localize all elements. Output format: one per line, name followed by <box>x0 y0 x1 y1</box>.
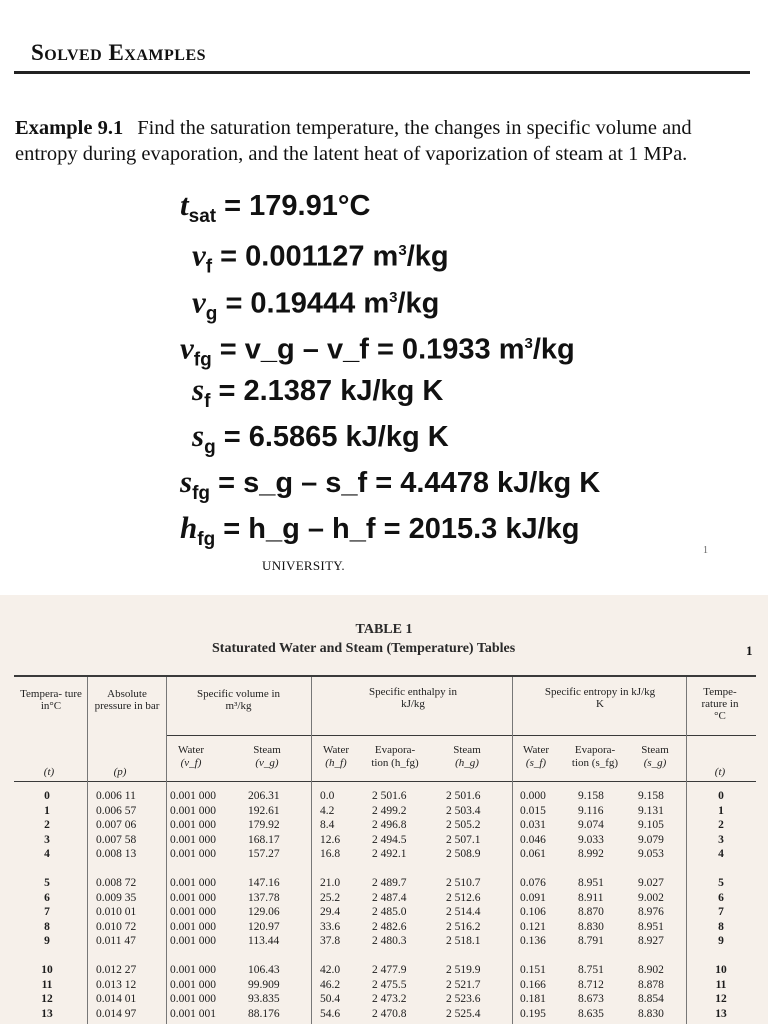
equation-s-fg: $s_{fg}$ = s_g – s_f = 4.4478 kJ/kg K <box>180 464 601 504</box>
col-vg: 147.16 137.78 129.06 120.97 113.44 <box>248 877 280 947</box>
col-hg: 2 510.7 2 512.6 2 514.4 2 516.2 2 518.1 <box>446 877 481 947</box>
equation-v-f: $v_f = 0.001127$ $m^3/kg$ <box>192 237 449 278</box>
subheader-vol-water: Water (v_f) <box>178 744 204 769</box>
header-specific-entropy: Specific entropy in kJ/kg K <box>544 686 656 710</box>
example-statement <box>15 115 755 167</box>
col-hfg: 2 489.7 2 487.4 2 485.0 2 482.6 2 480.3 <box>372 877 407 947</box>
table-page-number: 1 <box>746 643 753 658</box>
subheader-h-steam: Steam (h_g) <box>453 744 481 769</box>
footer-text: UNIVERSITY. <box>262 558 345 573</box>
symbol-p: (p) <box>113 766 127 778</box>
col-hf: 0.0 4.2 8.4 12.6 16.8 <box>320 790 341 860</box>
equation-t-sat: $t_{sat} = 179.91^\circ C$ <box>180 187 371 227</box>
table-header-rule <box>14 781 756 782</box>
col-vf: 0.001 000 0.001 000 0.001 000 0.001 001 <box>170 964 216 1020</box>
table-group-rule <box>166 735 756 736</box>
symbol-t: (t) <box>43 766 55 778</box>
col-hg: 2 519.9 2 521.7 2 523.6 2 525.4 <box>446 964 481 1020</box>
subheader-s-water: Water (s_f) <box>523 744 549 769</box>
example-text: Find the saturation temperature, the changes in specific volume and entropy during evaporation, and the latent heat of vaporization of steam at 1 MPa. <box>15 117 692 165</box>
table-number: TABLE 1 <box>355 622 413 637</box>
col-vg: 206.31 192.61 179.92 168.17 157.27 <box>248 790 280 860</box>
col-vg: 106.43 99.909 93.835 88.176 <box>248 964 280 1020</box>
section-heading: Solved Examples <box>31 40 207 65</box>
col-sf: 0.151 0.166 0.181 0.195 <box>520 964 546 1020</box>
subheader-s-steam: Steam (s_g) <box>641 744 669 769</box>
col-vf: 0.001 000 0.001 000 0.001 000 0.001 000 0.001 000 <box>170 877 216 947</box>
col-sg: 8.902 8.878 8.854 8.830 <box>638 964 664 1020</box>
heading-rule <box>14 71 750 74</box>
page-number: 1 <box>703 545 708 556</box>
column-divider <box>166 677 167 1024</box>
col-hfg: 2 501.6 2 499.2 2 496.8 2 494.5 2 492.1 <box>372 790 407 860</box>
col-sg: 9.158 9.131 9.105 9.079 9.053 <box>638 790 664 860</box>
col-pressure: 0.012 27 0.013 12 0.014 01 0.014 97 <box>96 964 137 1020</box>
col-sf: 0.076 0.091 0.106 0.121 0.136 <box>520 877 546 947</box>
col-sfg: 8.751 8.712 8.673 8.635 <box>578 964 604 1020</box>
equation-v-fg: $v_{fg}$ = v_g – v_f = 0.1933 $m^3/kg$ <box>180 330 575 371</box>
col-hfg: 2 477.9 2 475.5 2 473.2 2 470.8 <box>372 964 407 1020</box>
table-title: Staturated Water and Steam (Temperature) Tables <box>212 641 516 656</box>
equation-h-fg: $h_{fg}$ = h_g – h_f = 2015.3 kJ/kg <box>180 510 580 550</box>
header-temperature-right: Tempe- rature in °C <box>701 686 739 722</box>
table-top-rule <box>14 675 756 677</box>
col-sfg: 8.951 8.911 8.870 8.830 8.791 <box>578 877 604 947</box>
col-vf: 0.001 000 0.001 000 0.001 000 0.001 000 0.001 000 <box>170 790 216 860</box>
col-temperature: 5 6 7 8 9 <box>44 877 50 947</box>
col-sg: 9.027 9.002 8.976 8.951 8.927 <box>638 877 664 947</box>
equation-s-f: $s_f = 2.1387$ kJ/kg K <box>192 372 444 412</box>
subheader-h-evap: Evapora- tion (h_fg) <box>371 744 419 769</box>
column-divider <box>311 677 312 1024</box>
subheader-vol-steam: Steam (v_g) <box>253 744 281 769</box>
col-sf: 0.000 0.015 0.031 0.046 0.061 <box>520 790 546 860</box>
col-temperature-right: 5 6 7 8 9 <box>718 877 724 947</box>
col-temperature: 0 1 2 3 4 <box>44 790 50 860</box>
symbol-t-right: (t) <box>714 766 726 778</box>
column-divider <box>512 677 513 1024</box>
col-pressure: 0.006 11 0.006 57 0.007 06 0.007 58 0.008 13 <box>96 790 137 860</box>
col-hg: 2 501.6 2 503.4 2 505.2 2 507.1 2 508.9 <box>446 790 481 860</box>
equation-v-g: $v_g = 0.19444$ $m^3/kg$ <box>192 284 440 325</box>
col-temperature-right: 0 1 2 3 4 <box>718 790 724 860</box>
col-pressure: 0.008 72 0.009 35 0.010 01 0.010 72 0.011 47 <box>96 877 137 947</box>
subheader-s-evap: Evapora- tion (s_fg) <box>571 744 619 769</box>
col-sfg: 9.158 9.116 9.074 9.033 8.992 <box>578 790 604 860</box>
header-specific-volume: Specific volume in m³/kg <box>196 688 281 712</box>
header-specific-enthalpy: Specific enthalpy in kJ/kg <box>369 686 457 710</box>
column-divider <box>686 677 687 1024</box>
col-hf: 21.0 25.2 29.4 33.6 37.8 <box>320 877 341 947</box>
col-hf: 42.0 46.2 50.4 54.6 <box>320 964 341 1020</box>
column-divider <box>87 677 88 1024</box>
col-temperature-right: 10 11 12 13 <box>715 964 727 1020</box>
header-pressure: Absolute pressure in bar <box>94 688 160 712</box>
equation-s-g: $s_g = 6.5865$ kJ/kg K <box>192 418 449 458</box>
header-temperature: Tempera- ture in°C <box>20 688 82 712</box>
subheader-h-water: Water (h_f) <box>323 744 349 769</box>
col-temperature: 10 11 12 13 <box>41 964 53 1020</box>
example-label: Example 9.1 <box>15 117 124 139</box>
